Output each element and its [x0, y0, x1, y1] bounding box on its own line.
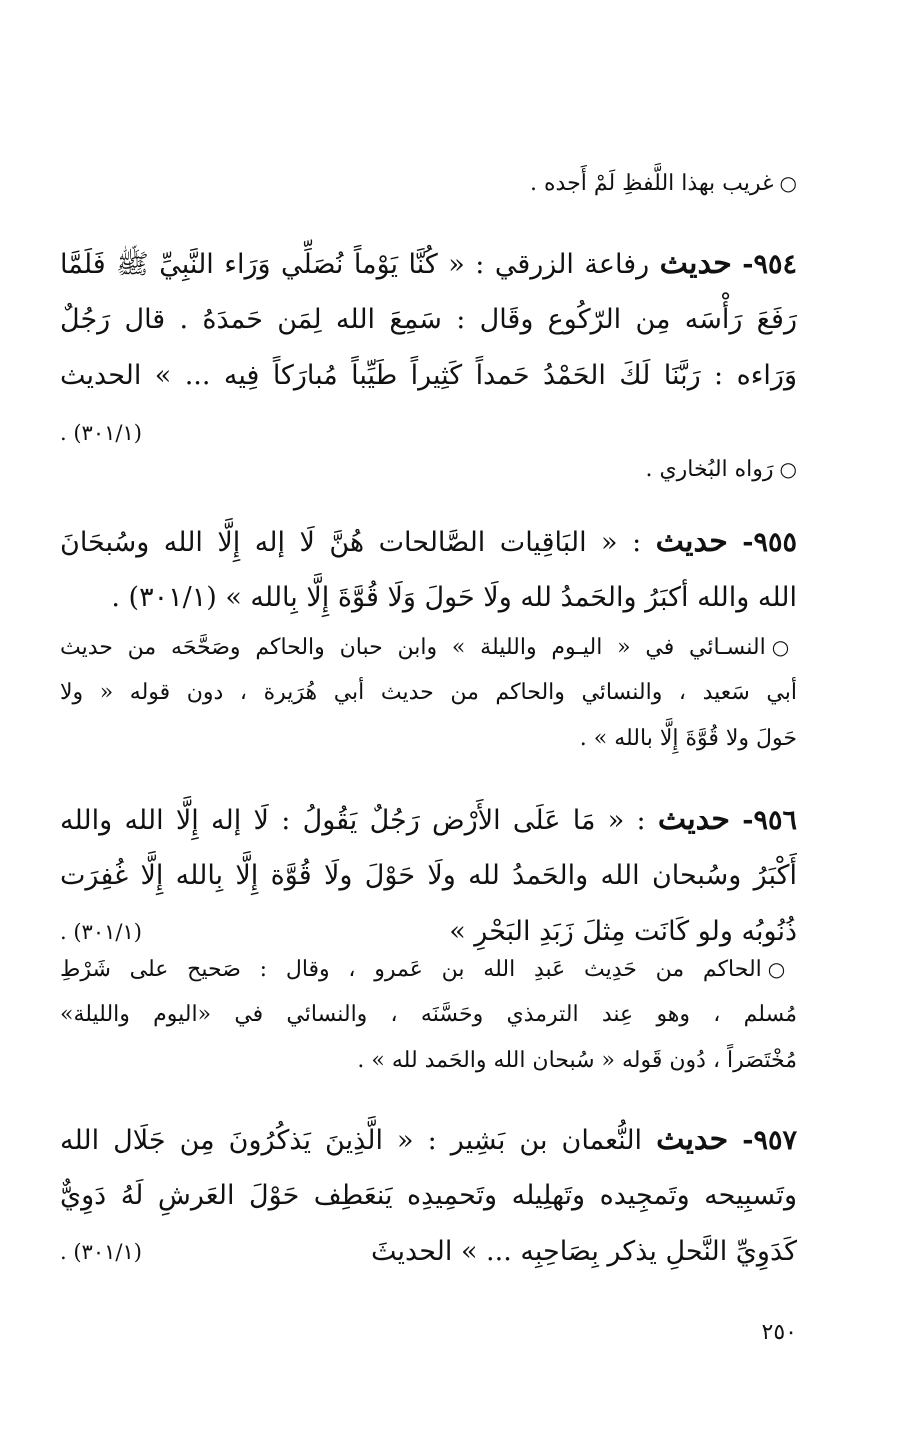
note-line: ○النسـائي في « اليـوم والليلة » وابن حبان والحاكم وصَحَّحَه من حديث: [60, 635, 797, 660]
note-line: ○رَواه البُخاري .: [645, 457, 797, 482]
hadith-line: ذُنُوبُه ولو كَانَت مِثلَ زَبَدِ البَحْرِ » (٣٠١/١) .: [60, 904, 797, 960]
hadith-reference: (٣٠١/١) .: [60, 1240, 142, 1264]
hadith-line: أَكْبَرُ وسُبحان الله والحَمدُ لله ولَا حَوْلَ ولَا قُوَّة إِلَّا بِالله إِلَّا غُفِرَت: [60, 860, 797, 891]
circle-bullet-icon: ○: [779, 171, 797, 195]
circle-bullet-icon: ○: [767, 957, 797, 981]
hadith-line: الله والله أكبَرُ والحَمدُ لله ولَا حَولَ وَلَا قُوَّةَ إِلَّا بِالله » (٣٠١/١) .: [111, 582, 797, 613]
book-page: [60, 0, 797, 1437]
hadith-line: كَدَوِيِّ النَّحلِ يذكر بِصَاحِبِه ... » الحديثَ (٣٠١/١) .: [60, 1224, 797, 1280]
note-line: أبي سَعيد ، والنسائي والحاكم من حديث أبي هُرَيرة ، دون قوله « ولا: [60, 680, 797, 705]
hadith-957: [60, 1112, 797, 1280]
hadith-line: ٩٥٥- حديث : « البَاقِيات الصَّالحات هُنَّ لَا إله إِلَّا الله وسُبحَانَ: [60, 524, 797, 559]
hadith-line: ٩٥٦- حديث : « مَا عَلَى الأَرْض رَجُلٌ يَقُولُ : لَا إله إِلَّا الله والله: [60, 802, 797, 837]
intro-note: [60, 160, 797, 206]
hadith-line: ٩٥٤- حديث رفاعة الزرقي : « كُنَّا يَوْماً نُصَلِّي وَرَاء النَّبِيِّ ﷺ فَلَمَّا: [60, 246, 797, 281]
hadith-reference: (٣٠١/١) .: [60, 920, 142, 944]
hadith-keyword: حديث: [659, 246, 732, 281]
circle-bullet-icon: ○: [779, 457, 797, 481]
hadith-reference: (٣٠١/١) .: [60, 421, 142, 445]
hadith-955-note: [60, 624, 797, 762]
hadith-line: وَرَاءه : رَبَّنَا لَكَ الحَمْدُ حَمداً كَثِيراً طَيِّباً مُبارَكاً فِيه ... » الحديث: [60, 360, 797, 391]
hadith-955: [60, 514, 797, 626]
page-number: ٢٥٠: [761, 1320, 797, 1345]
note-line: مُخْتَصَراً ، دُون قَوله « سُبحان الله والحَمد لله » .: [357, 1048, 797, 1073]
hadith-keyword: حديث: [655, 524, 728, 559]
hadith-956: [60, 792, 797, 960]
hadith-number: ٩٥٦-: [742, 805, 797, 836]
note-line: حَولَ ولا قُوَّةَ إِلَّا بالله » .: [579, 726, 797, 751]
hadith-keyword: حديث: [657, 802, 730, 837]
circle-bullet-icon: ○: [771, 635, 797, 659]
note-line: مُسلم ، وهو عِند الترمذي وحَسَّنَه ، والنسائي في «اليوم والليلة»: [60, 1002, 797, 1027]
hadith-keyword: حديث: [656, 1122, 729, 1157]
hadith-956-note: [60, 946, 797, 1084]
note-line: ○غريب بهذا اللَّفظِ لَمْ أَجده .: [530, 171, 797, 196]
note-line: ○الحاكم من حَدِيث عَبدِ الله بن عَمرو ، وقال : صَحيح على شَرْطِ: [60, 957, 797, 982]
hadith-954-note: [60, 446, 797, 492]
hadith-line: رَفَعَ رَأْسَه مِن الرّكُوع وقَال : سَمِعَ الله لِمَن حَمدَهُ . قال رَجُلٌ: [60, 304, 797, 335]
hadith-line: ٩٥٧- حديث النُّعمان بن بَشِير : « الَّذِينَ يَذكُرُونَ مِن جَلَال الله: [60, 1122, 797, 1157]
hadith-number: ٩٥٤-: [742, 249, 797, 280]
hadith-954: [60, 236, 797, 460]
hadith-number: ٩٥٧-: [742, 1125, 797, 1156]
hadith-number: ٩٥٥-: [742, 527, 797, 558]
hadith-line: وتَسبِيحه وتَمجِيده وتَهلِيله وتَحمِيدِه يَنعَطِف حَوْلَ العَرشِ لَهُ دَوِيٌّ: [60, 1180, 797, 1211]
